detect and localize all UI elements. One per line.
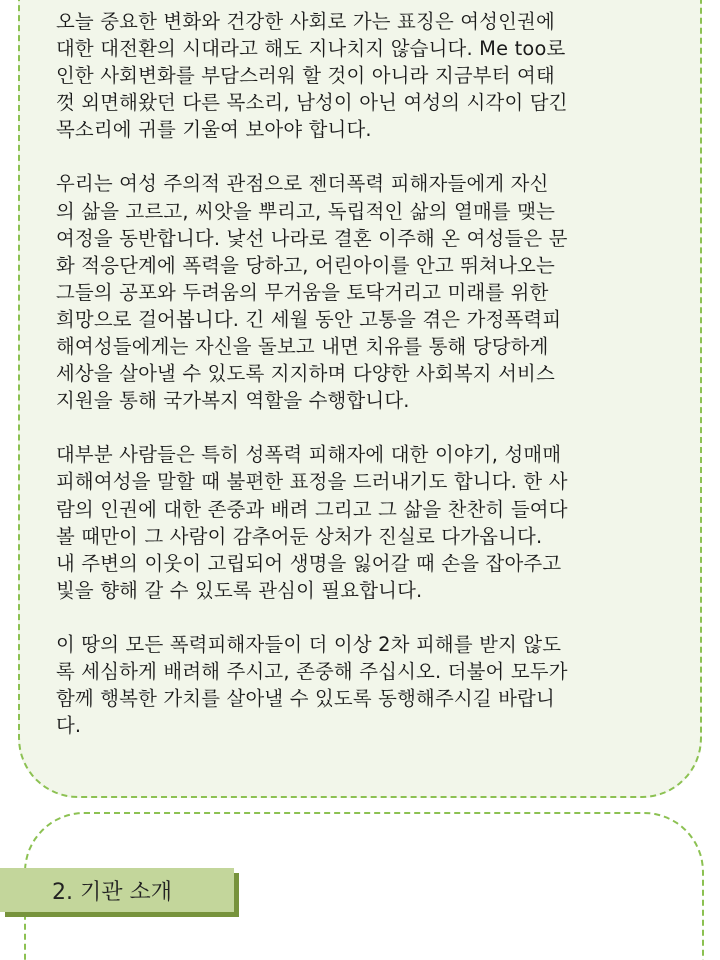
paragraph-accompaniment: 우리는 여성 주의적 관점으로 젠더폭력 피해자들에게 자신 의 삶을 고르고, 씨앗을 뿌리고, 독립적인 삶의 열매를 맺는 여정을 동반합니다. 낯선 나라로 결혼 이주해 온 여성들은 문 화 적응단계에 폭력을 당하고, 어린아이를 안고 뛰쳐나오는 그들의 공포와 두려움의 무거움을 토닥거리고 미래를 위한 희망으로 걸어봅니다. 긴 세월 동안 고통을 겪은 가정폭력피 해여성들에게는 자신을 돌보고 내면 치유를 통해 당당하게 세상을 살아낼 수 있도록 지지하며 다양한 사회복지 서비스 지원을 통해 국가복지 역할을 수행합니다.	[56, 172, 568, 413]
section-heading-label: 2. 기관 소개	[52, 879, 172, 905]
paragraph-request: 이 땅의 모든 폭력피해자들이 더 이상 2차 피해를 받지 않도 록 세심하게 배려해 주시고, 존중해 주십시오. 더불어 모두가 함께 행복한 가치를 살아낼 수 있도록 동행해주시길 바랍니 다.	[56, 632, 568, 738]
paragraph-respect: 대부분 사람들은 특히 성폭력 피해자에 대한 이야기, 성매매 피해여성을 말할 때 불편한 표정을 드러내기도 합니다. 한 사 람의 인권에 대한 존중과 배려 그리고 그 삶을 찬찬히 들여다 볼 때만이 그 사람이 감추어둔 상처가 진실로 다가옵니다. 내 주변의 이웃이 고립되어 생명을 잃어갈 때 손을 잡아주고 빛을 향해 갈 수 있도록 관심이 필요합니다.	[56, 443, 568, 602]
message-text	[56, 8, 676, 766]
paragraph-change-of-era: 오늘 중요한 변화와 건강한 사회로 가는 표징은 여성인권에 대한 대전환의 시대라고 해도 지나치지 않습니다. Me too로 인한 사회변화를 부담스러워 할 것이 아니라 지금부터 여태 껏 외면해왔던 다른 목소리, 남성이 아닌 여성의 시각이 담긴 목소리에 귀를 기울여 보아야 합니다.	[56, 10, 568, 142]
section-heading-tab	[0, 868, 234, 912]
